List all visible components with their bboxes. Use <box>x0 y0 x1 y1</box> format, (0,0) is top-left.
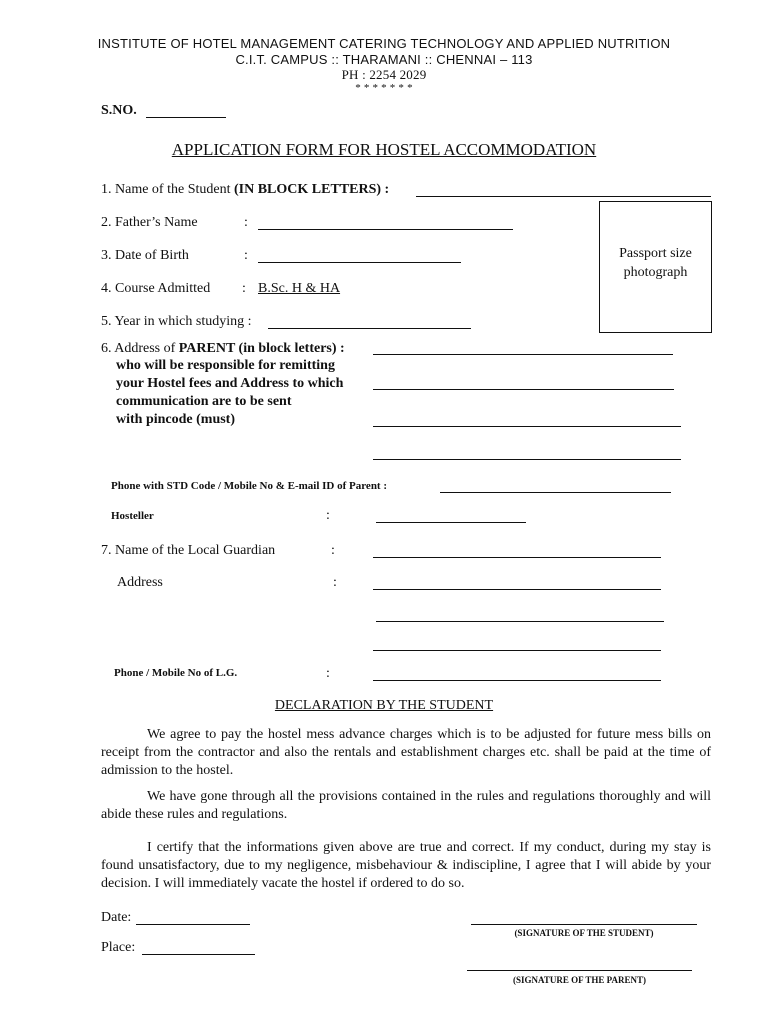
father-name-colon: : <box>244 215 248 230</box>
parent-address-field-2[interactable] <box>373 389 674 390</box>
hosteller-colon: : <box>326 508 330 523</box>
student-name-label <box>101 182 389 198</box>
header-stars: * * * * * * * <box>355 82 413 94</box>
parent-address-field-1[interactable] <box>373 354 673 355</box>
lg-phone-label: Phone / Mobile No of L.G. <box>114 667 238 679</box>
photo-box-line2: photograph <box>623 265 688 280</box>
sno-field[interactable] <box>146 117 226 118</box>
year-field[interactable] <box>268 328 471 329</box>
parent-phone-label: Phone with STD Code / Mobile No & E-mail ID of Parent : <box>111 480 388 492</box>
father-name-label: 2. Father’s Name <box>101 215 198 230</box>
parent-signature-label: (SIGNATURE OF THE PARENT) <box>513 975 646 985</box>
photo-box-text <box>600 244 711 282</box>
parent-address-line3: your Hostel fees and Address to which <box>116 376 344 391</box>
declaration-title: DECLARATION BY THE STUDENT <box>274 698 494 713</box>
parent-address-field-3[interactable] <box>373 426 681 427</box>
dob-colon: : <box>244 248 248 263</box>
photo-box-line1: Passport size <box>619 246 692 261</box>
lg-address-field-2[interactable] <box>376 621 664 622</box>
institute-address: C.I.T. CAMPUS :: THARAMANI :: CHENNAI – 113 <box>235 52 533 67</box>
dob-label: 3. Date of Birth <box>101 248 189 263</box>
institute-name: INSTITUTE OF HOTEL MANAGEMENT CATERING TECHNOLOGY AND APPLIED NUTRITION <box>97 36 671 51</box>
institute-phone: PH : 2254 2029 <box>341 67 427 82</box>
passport-photo-box[interactable] <box>599 201 712 333</box>
date-label: Date: <box>101 910 132 925</box>
student-name-field[interactable] <box>416 196 711 197</box>
parent-address-line2: who will be responsible for remitting <box>116 358 335 373</box>
parent-address-prefix: 6. Address of <box>101 341 179 356</box>
sno-label: S.NO. <box>101 103 137 118</box>
student-signature-label: (SIGNATURE OF THE STUDENT) <box>514 928 654 938</box>
father-name-field[interactable] <box>258 229 513 230</box>
parent-address-line5: with pincode (must) <box>116 412 236 427</box>
year-label: 5. Year in which studying : <box>101 314 252 329</box>
place-label: Place: <box>101 940 136 955</box>
course-label: 4. Course Admitted <box>101 281 211 296</box>
parent-signature-line[interactable] <box>467 970 692 971</box>
local-guardian-field[interactable] <box>373 557 661 558</box>
declaration-para-3: I certify that the informations given above are true and correct. If my conduct, during my stay is found unsatisfactory, due to my negligence, misbehaviour & indiscipline, I agree that I will abide by your decision. I will immediately vacate the hostel if ordered to do so. <box>101 840 711 891</box>
parent-phone-field[interactable] <box>440 492 671 493</box>
place-field[interactable] <box>142 954 255 955</box>
lg-phone-colon: : <box>326 666 330 681</box>
student-signature-line[interactable] <box>471 924 697 925</box>
lg-address-field-1[interactable] <box>373 589 661 590</box>
declaration-para-1: We agree to pay the hostel mess advance charges which is to be adjusted for future mess bills on receipt from the contractor and also the rentals and establishment charges etc. shall be paid at the time of admission to the hostel. <box>101 727 711 778</box>
local-guardian-label: 7. Name of the Local Guardian <box>101 543 276 558</box>
hosteller-label: Hosteller <box>111 510 154 522</box>
form-title: APPLICATION FORM FOR HOSTEL ACCOMMODATION <box>171 140 597 159</box>
lg-address-colon: : <box>333 575 337 590</box>
student-name-bold: (IN BLOCK LETTERS) : <box>233 182 390 197</box>
lg-address-field-3[interactable] <box>373 650 661 651</box>
declaration-para-2: We have gone through all the provisions contained in the rules and regulations thoroughly and will abide these rules and regulations. <box>101 789 711 822</box>
student-name-prefix: 1. Name of the Student <box>101 182 234 197</box>
parent-address-line4: communication are to be sent <box>116 394 292 409</box>
parent-address-bold1: PARENT (in block letters) : <box>178 341 345 356</box>
local-guardian-colon: : <box>331 543 335 558</box>
course-value: B.Sc. H & HA <box>258 281 341 296</box>
course-colon: : <box>242 281 246 296</box>
lg-address-label: Address <box>117 575 163 590</box>
parent-address-field-4[interactable] <box>373 459 681 460</box>
lg-phone-field[interactable] <box>373 680 661 681</box>
parent-address-label <box>101 341 345 357</box>
dob-field[interactable] <box>258 262 461 263</box>
hosteller-field[interactable] <box>376 522 526 523</box>
date-field[interactable] <box>136 924 250 925</box>
